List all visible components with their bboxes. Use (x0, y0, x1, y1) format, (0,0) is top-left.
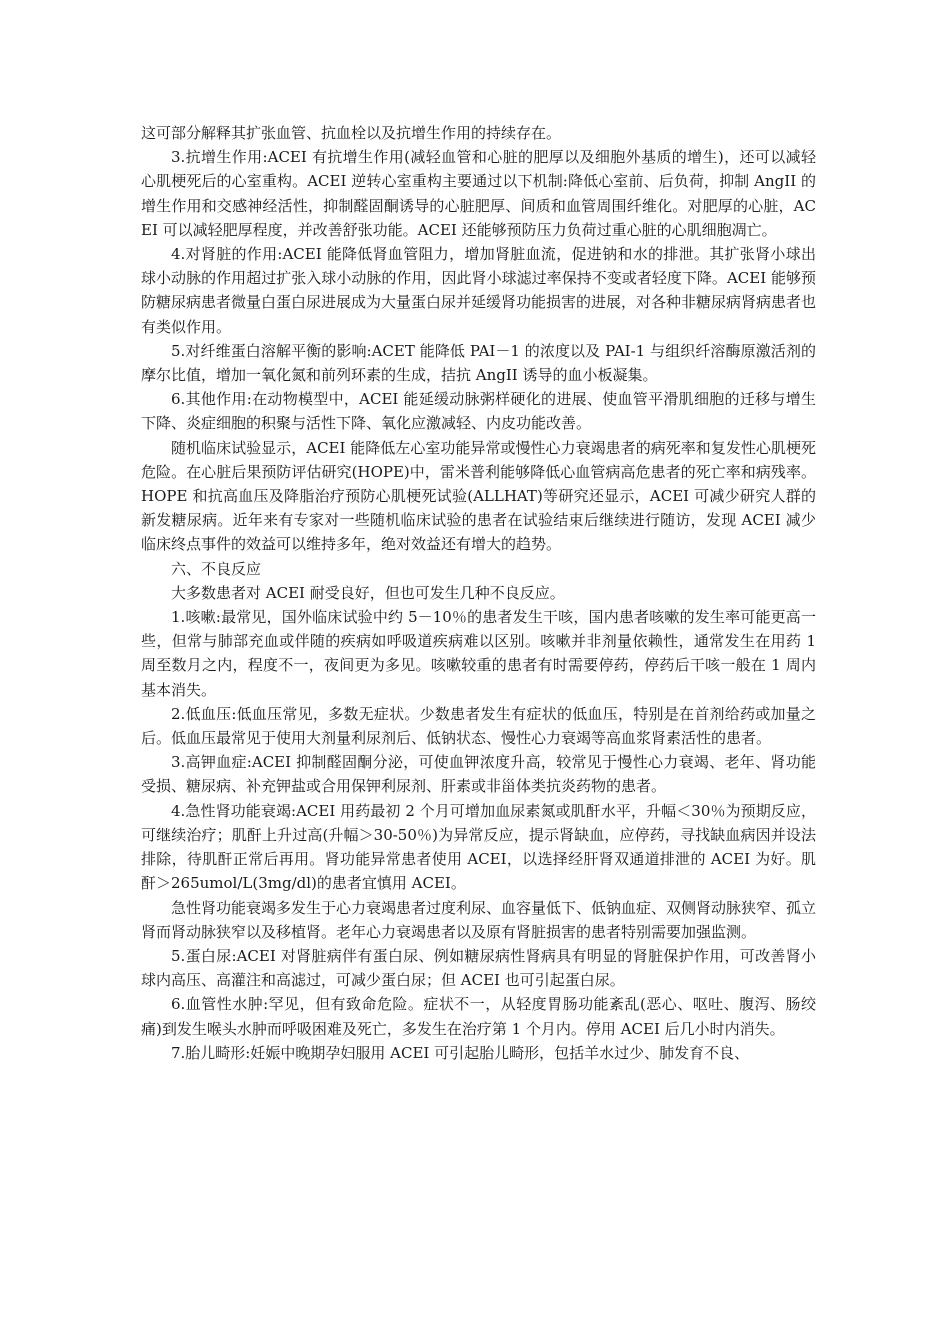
paragraph-renal-effects: 4.对肾脏的作用:ACEI 能降低肾血管阻力，增加肾脏血流，促进钠和水的排泄。其扩张肾小球出球小动脉的作用超过扩张入球小动脉的作用，因此肾小球滤过率保持不变或者轻度下降。ACEI 能够预防糖尿病患者微量白蛋白尿进展成为大量蛋白尿并延缓肾功能损害的进展，对各种非糖尿病肾病患者也有类似作用。 (141, 245, 817, 336)
paragraph-tolerance: 大多数患者对 ACEI 耐受良好，但也可发生几种不良反应。 (171, 583, 565, 602)
paragraph-angioedema: 6.血管性水肿:罕见，但有致命危险。症状不一，从轻度胃肠功能紊乱(恶心、呕吐、腹泻、肠绞痛)到发生喉头水肿而呼吸困难及死亡，多发生在治疗第 1 个月内。停用 ACEI 后几小时内消失。 (141, 995, 816, 1038)
paragraph-fibrinolysis: 5.对纤维蛋白溶解平衡的影响:ACET 能降低 PAI－1 的浓度以及 PAI-1 与组织纤溶酶原激活剂的摩尔比值，增加一氧化氮和前列环素的生成，拮抗 AngII 诱导的血小板凝集。 (141, 341, 816, 385)
paragraph-cough: 1.咳嗽:最常见，国外临床试验中约 5－10％的患者发生干咳，国内患者咳嗽的发生率可能更高一些，但常与肺部充血或伴随的疾病如呼吸道疾病难以区别。咳嗽并非剂量依赖性，通常发生在用药 1 周至数月之内，程度不一，夜间更为多见。咳嗽较重的患者有时需要停药，停药后干咳一般在 1 周内基本消失。 (141, 608, 816, 699)
section-heading-adverse-reactions: 六、不良反应 (171, 559, 262, 578)
paragraph-hypotension: 2.低血压:低血压常见，多数无症状。少数患者发生有症状的低血压，特别是在首剂给药或加量之后。低血压最常见于使用大剂量利尿剂后、低钠状态、慢性心力衰竭等高血浆肾素活性的患者。 (141, 704, 816, 748)
paragraph-clinical-trials: 随机临床试验显示，ACEI 能降低左心室功能异常或慢性心力衰竭患者的病死率和复发性心肌梗死危险。在心脏后果预防评估研究(HOPE)中，雷米普利能够降低心血管病高危患者的死亡率和病残率。HOPE 和抗高血压及降脂治疗预防心肌梗死试验(ALLHAT)等研究还显示，ACEI 可减少研究人群的新发糖尿病。近年来有专家对一些随机临床试验的患者在试验结束后继续进行随访，发现 ACEI 减少临床终点事件的效益可以维持多年，绝对效益还有增大的趋势。 (141, 438, 816, 554)
paragraph-acute-renal-failure: 4.急性肾功能衰竭:ACEI 用药最初 2 个月可增加血尿素氮或肌酐水平，升幅＜30％为预期反应，可继续治疗；肌酐上升过高(升幅＞30-50％)为异常反应，提示肾缺血，应停药，寻找缺血病因并设法排除，待肌酐正常后再用。肾功能异常患者使用 ACEI，以选择经肝肾双通道排泄的 ACEI 为好。肌酐＞265umol/L(3mg/dl)的患者宜慎用 ACEI。 (141, 801, 816, 893)
paragraph-fetal-malformation: 7.胎儿畸形:妊娠中晚期孕妇服用 ACEI 可引起胎儿畸形，包括羊水过少、肺发育不良、 (171, 1043, 750, 1062)
paragraph-continuation: 这可部分解释其扩张血管、抗血栓以及抗增生作用的持续存在。 (141, 124, 562, 142)
paragraph-other-effects: 6.其他作用:在动物模型中，ACEI 能延缓动脉粥样硬化的进展、使血管平滑肌细胞的迁移与增生下降、炎症细胞的积聚与活性下降、氧化应激减轻、内皮功能改善。 (141, 390, 816, 433)
paragraph-proteinuria: 5.蛋白尿:ACEI 对肾脏病伴有蛋白尿、例如糖尿病性肾病具有明显的肾脏保护作用，可改善肾小球内高压、高灌注和高滤过，可减少蛋白尿；但 ACEI 也可引起蛋白尿。 (141, 946, 816, 990)
paragraph-renal-failure-risk: 急性肾功能衰竭多发生于心力衰竭患者过度利尿、血容量低下、低钠血症、双侧肾动脉狭窄、孤立肾而肾动脉狭窄以及移植肾。老年心力衰竭患者以及原有肾脏损害的患者特别需要加强监测。 (141, 898, 817, 941)
document-page (141, 121, 816, 1065)
paragraph-hyperkalemia: 3.高钾血症:ACEI 抑制醛固酮分泌，可使血钾浓度升高，较常见于慢性心力衰竭、老年、肾功能受损、糖尿病、补充钾盐或合用保钾利尿剂、肝素或非甾体类抗炎药物的患者。 (141, 753, 816, 796)
paragraph-anti-proliferation: 3.抗增生作用:ACEI 有抗增生作用(减轻血管和心脏的肥厚以及细胞外基质的增生)，还可以减轻心肌梗死后的心室重构。ACEI 逆转心室重构主要通过以下机制:降低心室前、后负荷，抑制 AngII 的增生作用和交感神经活性，抑制醛固酮诱导的心脏肥厚、间质和血管周围纤维化。对肥厚的心脏，ACEI 可以减轻肥厚程度，并改善舒张功能。ACEI 还能够预防压力负荷过重心脏的心肌细胞凋亡。 (141, 148, 816, 239)
